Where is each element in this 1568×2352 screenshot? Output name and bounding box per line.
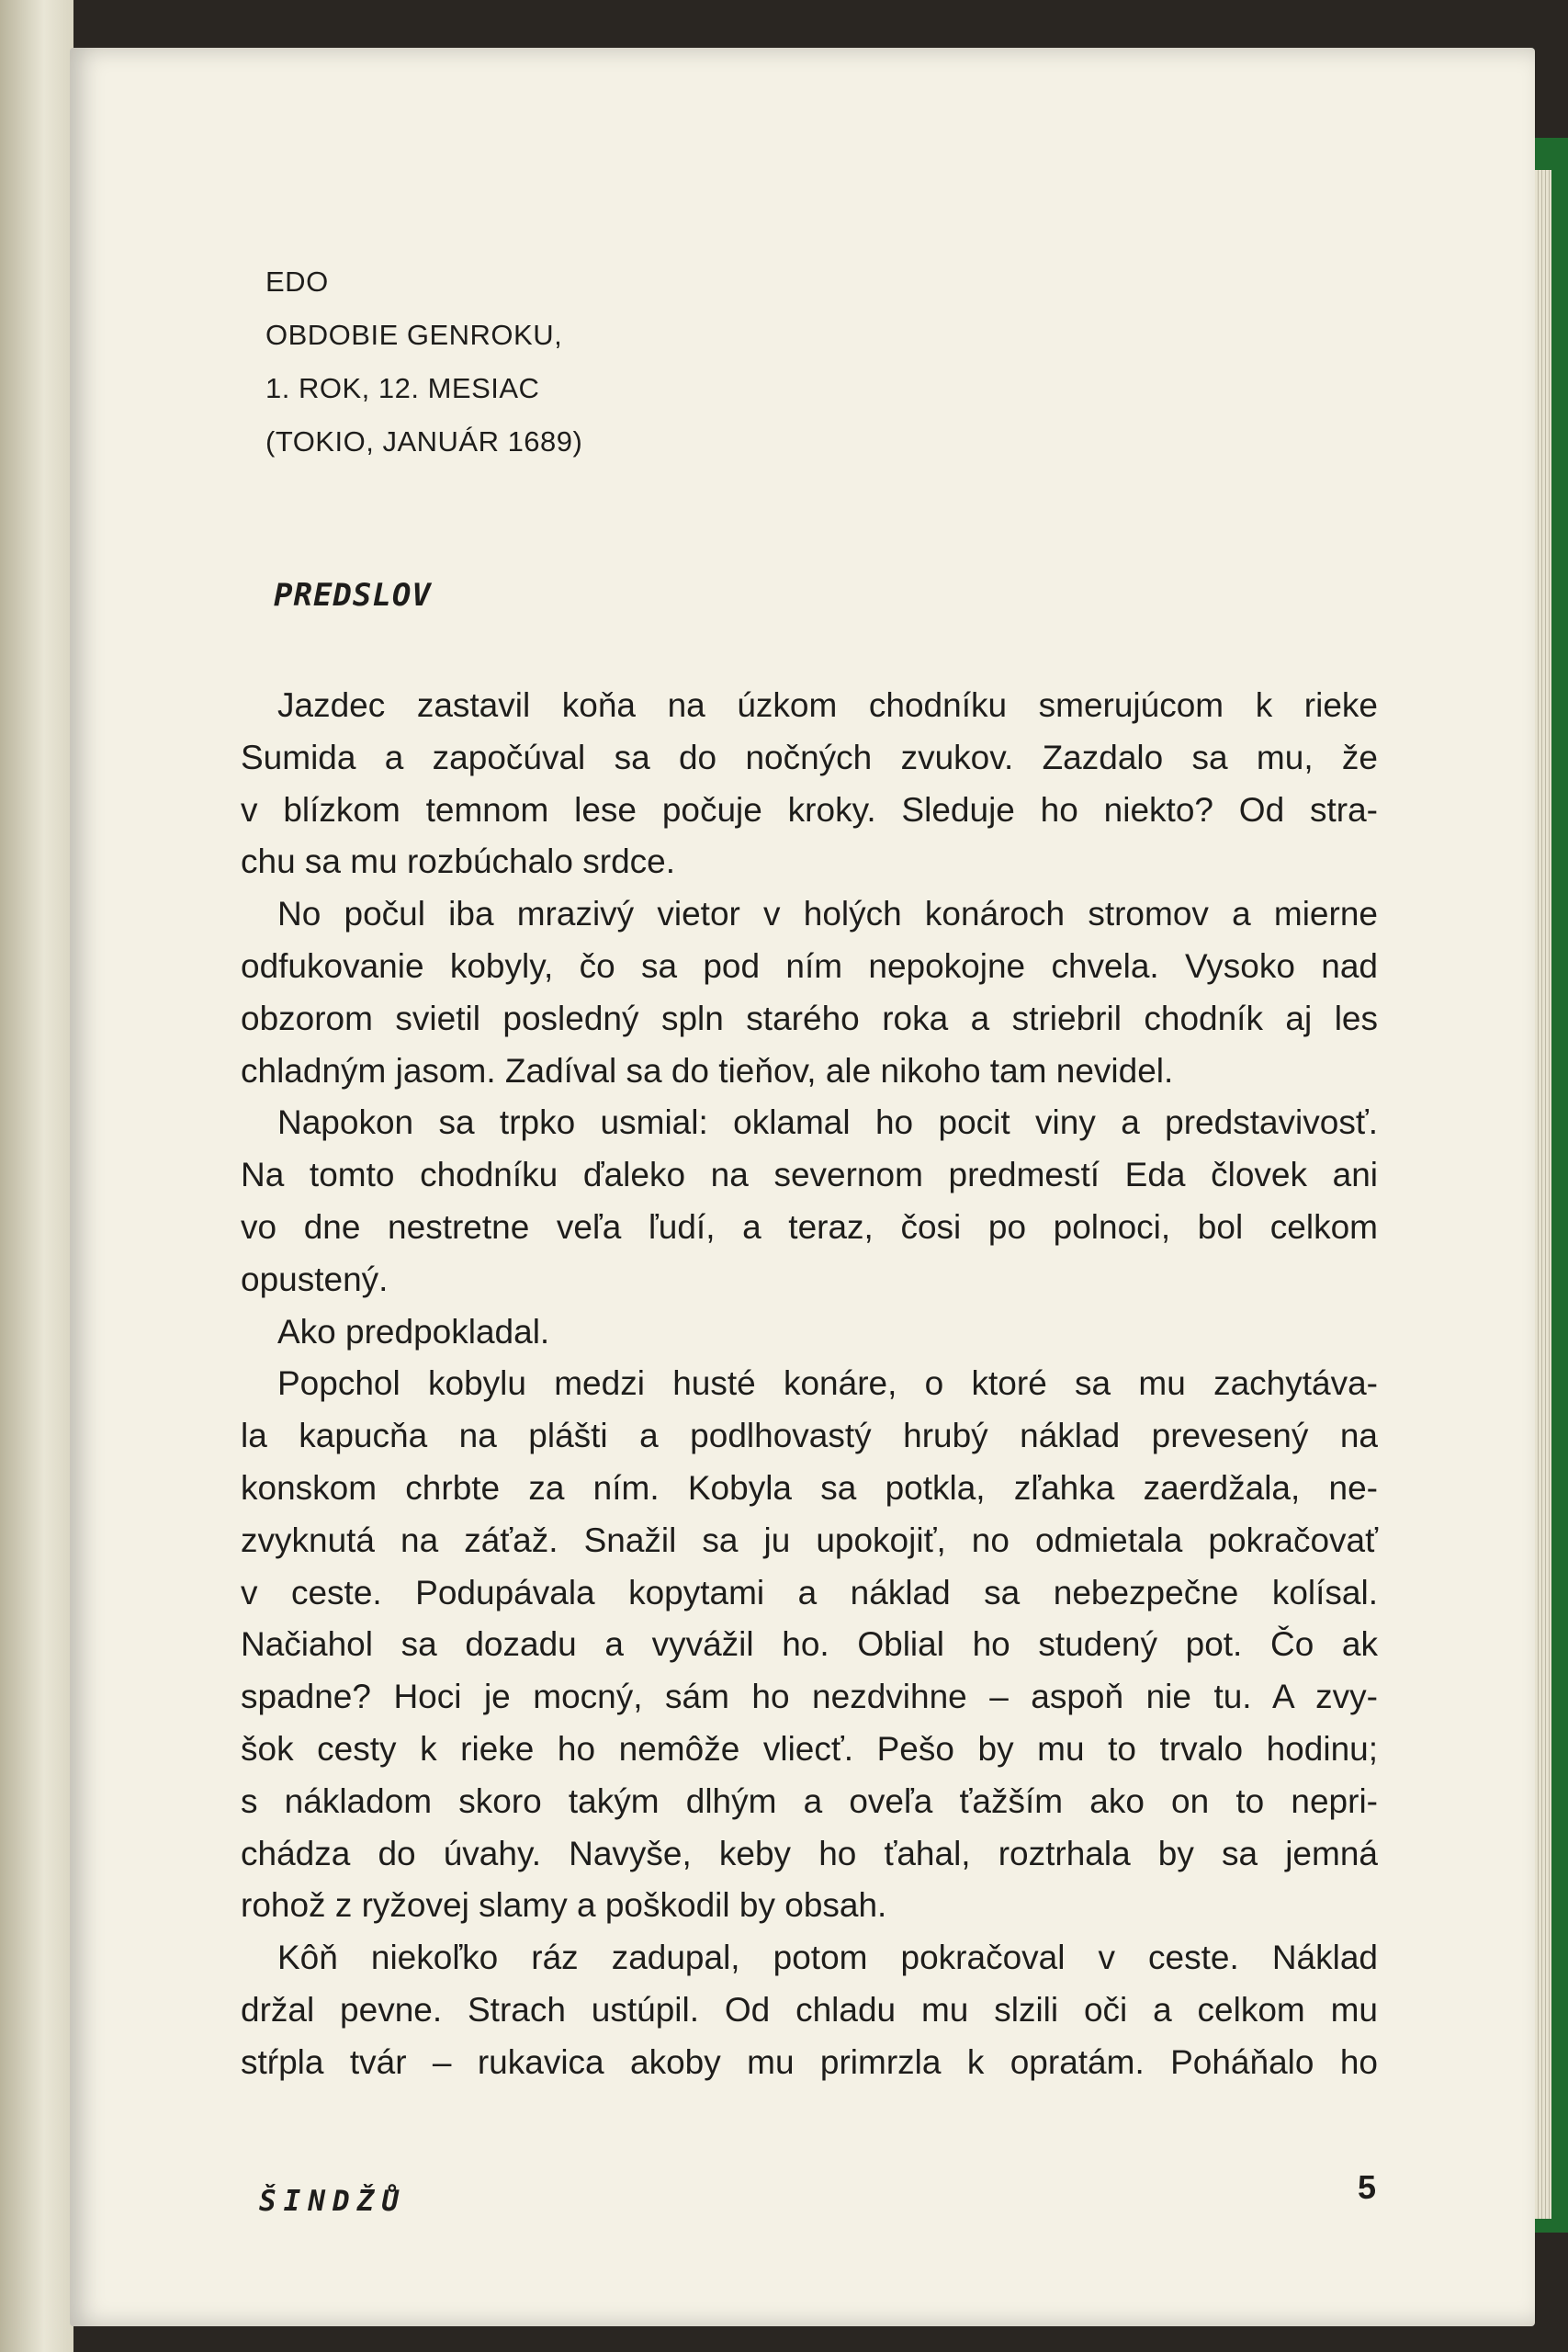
text-line: Načiahol sa dozadu a vyvážil ho. Oblial ho studený pot. Čo ak [241, 1625, 1378, 1664]
text-line: Sumida a započúval sa do nočných zvukov. Zazdalo sa mu, že [241, 738, 1378, 776]
text-line: chádza do úvahy. Navyše, keby ho ťahal, roztrhala by sa jemná [241, 1834, 1378, 1872]
text-line: Jazdec zastavil koňa na úzkom chodníku smerujúcom k rieke [277, 686, 1378, 724]
text-line: konskom chrbte za ním. Kobyla sa potkla, zľahka zaerdžala, ne- [241, 1468, 1378, 1507]
header-era: OBDOBIE GENROKU, [265, 319, 563, 351]
text-line: v ceste. Podupávala kopytami a náklad sa nebezpečne kolísal. [241, 1573, 1378, 1611]
header-date: 1. ROK, 12. MESIAC [265, 372, 540, 404]
text-line: vo dne nestretne veľa ľudí, a teraz, čosi po polnoci, bol celkom [241, 1207, 1378, 1246]
text-line: No počul iba mrazivý vietor v holých konároch stromov a mierne [277, 895, 1378, 933]
text-line: Kôň niekoľko ráz zadupal, potom pokračoval v ceste. Náklad [277, 1939, 1378, 1977]
text-line: chladným jasom. Zadíval sa do tieňov, ale nikoho tam nevidel. [241, 1051, 1174, 1090]
text-line: opustený. [241, 1260, 389, 1298]
text-line: s nákladom skoro takým dlhým a oveľa ťažším ako on to nepri- [241, 1781, 1378, 1820]
text-line: v blízkom temnom lese počuje kroky. Sleduje ho niekto? Od stra- [241, 790, 1378, 829]
text-line: obzorom svietil posledný spln starého roka a striebril chodník aj les [241, 999, 1378, 1037]
text-line: stŕpla tvár – rukavica akoby mu primrzla k opratám. Poháňalo ho [241, 2042, 1378, 2081]
text-line: Na tomto chodníku ďaleko na severnom predmestí Eda človek ani [241, 1156, 1378, 1194]
text-line: spadne? Hoci je mocný, sám ho nezdvihne – aspoň nie tu. A zvy- [241, 1678, 1378, 1716]
text-line: Ako predpokladal. [277, 1312, 550, 1351]
header-modern-date: (TOKIO, JANUÁR 1689) [265, 425, 583, 458]
text-line: šok cesty k rieke ho nemôže vliecť. Pešo by mu to trvalo hodinu; [241, 1729, 1378, 1768]
text-line: chu sa mu rozbúchalo srdce. [241, 842, 676, 881]
text-line: zvyknutá na záťaž. Snažil sa ju upokojiť, no odmietala pokračovať [241, 1521, 1378, 1559]
chapter-header [265, 255, 582, 469]
text-line: Popchol kobylu medzi husté konáre, o ktoré sa mu zachytáva- [277, 1364, 1378, 1403]
text-line: rohož z ryžovej slamy a poškodil by obsah. [241, 1886, 887, 1925]
text-line: odfukovanie kobyly, čo sa pod ním nepokojne chvela. Vysoko nad [241, 946, 1378, 985]
body-text [241, 680, 1378, 2089]
running-title: ŠINDŽŮ [259, 2185, 406, 2218]
text-line: držal pevne. Strach ustúpil. Od chladu mu slzili oči a celkom mu [241, 1990, 1378, 2029]
header-place: EDO [265, 266, 329, 298]
section-title: PREDSLOV [274, 577, 432, 614]
page-number: 5 [1358, 2168, 1377, 2206]
text-line: Napokon sa trpko usmial: oklamal ho pocit viny a predstavivosť. [277, 1103, 1378, 1142]
text-line: la kapucňa na plášti a podlhovastý hrubý náklad prevesený na [241, 1417, 1378, 1455]
facing-page-edge [0, 0, 73, 2352]
